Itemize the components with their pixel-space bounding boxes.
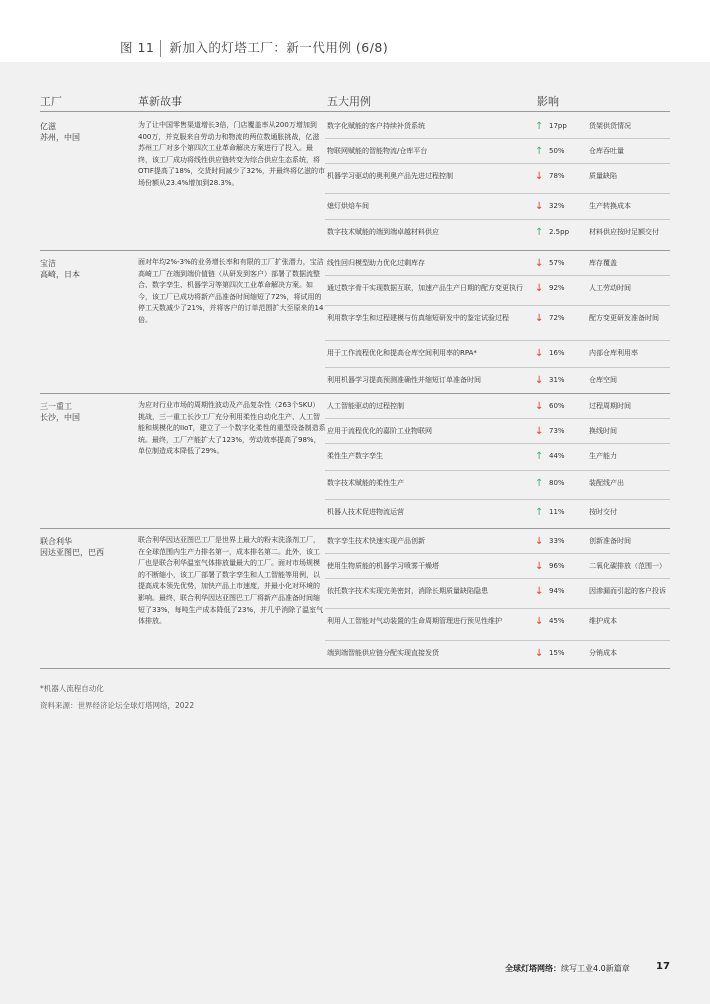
impact-value: 16%: [549, 349, 565, 357]
impact-metric: 按时交付: [589, 508, 617, 516]
row-divider: [325, 367, 670, 368]
impact-metric: 内部仓库利用率: [589, 349, 638, 357]
arrow-down-icon: ↓: [535, 426, 544, 437]
usecase-text: 依托数字技术实现完美密封，消除长期质量缺陷隐患: [327, 587, 488, 595]
usecase-text: 数字技术赋能的柔性生产: [327, 479, 404, 487]
usecase-row: [325, 580, 670, 602]
row-divider: [325, 640, 670, 641]
usecase-text: 通过数字骨干实现数据互联，加速产品生产日期的配方变更执行: [327, 284, 523, 292]
impact-value: 96%: [549, 562, 565, 570]
row-divider: [325, 553, 670, 554]
impact-metric: 库存覆盖: [589, 259, 617, 267]
usecase-row: [325, 530, 670, 552]
factory-name: 联合利华: [40, 537, 72, 546]
innovation-story: 为了让中国零售渠道增长3倍，门店覆盖率从200万增加到400万，并克服来自劳动力和物流的两位数通胀挑战，亿滋苏州工厂对多个第四次工业革命解决方案进行了投入。最终，该工厂成功将线性供应链转变为综合供应生态系统，将OTIF提高了18%，交货时间减少了32%，并最终将亿滋的市场份额从23.4%增加到28.3%。: [138, 121, 325, 187]
innovation-story: 为应对行业市场的周期性波动及产品复杂性（263个SKU）挑战，三一重工长沙工厂充分利用柔性自动化生产、人工智能和规模化的IIoT，建立了一个数字化柔性的重型设备制造系统。最终，工厂产能扩大了123%，劳动效率提高了98%，单位制造成本降低了29%。: [138, 401, 326, 456]
factory-group: [40, 530, 670, 670]
arrow-up-icon: ↑: [535, 227, 544, 238]
header-rule: [40, 111, 670, 112]
row-divider: [325, 499, 670, 500]
impact-metric: 二氧化碳排放（范围一）: [589, 562, 666, 570]
factory-cell: [40, 536, 130, 558]
factory-group: [40, 395, 670, 530]
factory-cell: [40, 258, 130, 280]
page-number: 17: [656, 961, 670, 972]
usecase-row: [325, 221, 670, 243]
footer-subtitle: 续写工业4.0新篇章: [561, 964, 630, 973]
usecase-row: [325, 277, 670, 299]
usecase-text: 数字化赋能的客户持续补货系统: [327, 122, 425, 130]
usecase-text: 机器学习驱动的奥利奥产品先进过程控制: [327, 172, 453, 180]
factory-location: 苏州，中国: [40, 133, 80, 142]
arrow-up-icon: ↑: [535, 478, 544, 489]
impact-value: 50%: [549, 147, 565, 155]
usecase-row: [325, 195, 670, 217]
group-divider: [40, 528, 670, 529]
impact-value: 17pp: [549, 122, 567, 130]
footer-publication: 全球灯塔网络：: [505, 964, 561, 973]
impact-value: 33%: [549, 537, 565, 545]
impact-metric: 仓库吞吐量: [589, 147, 624, 155]
usecase-row: [325, 445, 670, 467]
usecase-text: 应用于流程优化的嘉阶工业物联网: [327, 427, 432, 435]
row-divider: [325, 193, 670, 194]
arrow-down-icon: ↓: [535, 283, 544, 294]
usecase-row: [325, 555, 670, 577]
column-header-factory: 工厂: [40, 95, 62, 108]
impact-value: 92%: [549, 284, 565, 292]
row-divider: [325, 219, 670, 220]
arrow-down-icon: ↓: [535, 348, 544, 359]
usecase-text: 柔性生产数字孪生: [327, 452, 383, 460]
arrow-down-icon: ↓: [535, 648, 544, 659]
arrow-up-icon: ↑: [535, 121, 544, 132]
usecase-text: 使用生物质能的机器学习喷雾干燥塔: [327, 562, 439, 570]
usecase-text: 端到端智能供应链分配实现直接发货: [327, 649, 439, 657]
impact-metric: 货架供货情况: [589, 122, 631, 130]
factory-name: 亿滋: [40, 122, 56, 131]
group-divider: [40, 250, 670, 251]
factory-location: 因达亚图巴，巴西: [40, 548, 104, 557]
impact-metric: 因渗漏而引起的客户投诉: [589, 587, 666, 595]
impact-value: 57%: [549, 259, 565, 267]
impact-value: 78%: [549, 172, 565, 180]
row-divider: [325, 578, 670, 579]
figure-title-text: 新加入的灯塔工厂：新一代用例 (6/8): [169, 40, 389, 55]
impact-metric: 人工劳动时间: [589, 284, 631, 292]
row-divider: [325, 340, 670, 341]
footnote: *机器人流程自动化: [40, 684, 104, 693]
innovation-story: 联合利华因达亚图巴工厂是世界上最大的粉末洗涤剂工厂，在全球范围内生产力排名第一，成本排名第二。此外，该工厂也是联合利华温室气体排放量最大的工厂。面对市场规模的不断缩小，该工厂部署了数字孪生和人工智能等用例，以提高成本领先优势，加快产品上市速度，并最小化对环境的影响。最终，联合利华因达亚图巴工厂将新产品准备时间缩短了33%，每吨生产成本降低了23%，并几乎消除了温室气体排放。: [138, 536, 324, 626]
arrow-down-icon: ↓: [535, 201, 544, 212]
usecase-row: [325, 140, 670, 162]
row-divider: [325, 163, 670, 164]
innovation-story: 面对年均2%-3%的业务增长率和有限的工厂扩张潜力，宝洁高崎工厂在端到端价值链（从研发到客户）部署了数据流整合、数字孪生、机器学习等第四次工业革命解决方案。如今，该工厂已成功将新产品准备时间缩短了72%，将试用的停工天数减少了21%，并将客户的订单范围扩大至原来的14倍。: [138, 258, 324, 324]
usecase-text: 物联网赋能的智能物流/仓库平台: [327, 147, 428, 155]
row-divider: [325, 418, 670, 419]
usecase-row: [325, 642, 670, 664]
usecase-row: [325, 115, 670, 137]
column-header-usecases: 五大用例: [327, 95, 371, 108]
impact-metric: 仓库空间: [589, 376, 617, 384]
group-divider: [40, 393, 670, 394]
usecase-row: [325, 610, 670, 632]
factory-location: 长沙，中国: [40, 413, 80, 422]
factory-cell: [40, 401, 130, 423]
title-separator: [160, 40, 161, 57]
usecase-text: 机器人技术促进物流运营: [327, 508, 404, 516]
usecase-text: 数字孪生技术快速实现产品创新: [327, 537, 425, 545]
usecase-row: [325, 420, 670, 442]
impact-metric: 生产转换成本: [589, 202, 631, 210]
page-footer: [505, 963, 630, 974]
arrow-down-icon: ↓: [535, 616, 544, 627]
usecase-row: [325, 472, 670, 494]
arrow-up-icon: ↑: [535, 507, 544, 518]
factory-group: [40, 252, 670, 395]
impact-value: 15%: [549, 649, 565, 657]
column-header-impact: 影响: [537, 95, 559, 108]
table-bottom-rule: [40, 668, 670, 669]
arrow-up-icon: ↑: [535, 146, 544, 157]
impact-metric: 质量缺陷: [589, 172, 617, 180]
impact-value: 32%: [549, 202, 565, 210]
usecase-row: [325, 252, 670, 274]
usecase-row: [325, 307, 670, 329]
arrow-down-icon: ↓: [535, 536, 544, 547]
usecase-text: 利用机器学习提高预测准确性并缩短订单准备时间: [327, 376, 481, 384]
impact-metric: 过程周期时间: [589, 402, 631, 410]
arrow-down-icon: ↓: [535, 401, 544, 412]
impact-value: 72%: [549, 314, 565, 322]
usecase-text: 利用数字孪生和过程建模与仿真缩短研发中的鉴定试验过程: [327, 314, 509, 322]
impact-value: 60%: [549, 402, 565, 410]
arrow-down-icon: ↓: [535, 561, 544, 572]
column-header-story: 革新故事: [138, 95, 182, 108]
impact-metric: 换线时间: [589, 427, 617, 435]
usecase-text: 熄灯烘焙车间: [327, 202, 369, 210]
factory-group: [40, 115, 670, 252]
row-divider: [325, 470, 670, 471]
usecase-row: [325, 369, 670, 391]
impact-metric: 分销成本: [589, 649, 617, 657]
usecase-row: [325, 342, 670, 364]
impact-metric: 装配线产出: [589, 479, 624, 487]
impact-metric: 材料供应按时足额交付: [589, 228, 659, 236]
impact-value: 80%: [549, 479, 565, 487]
arrow-down-icon: ↓: [535, 586, 544, 597]
arrow-down-icon: ↓: [535, 171, 544, 182]
usecase-text: 用于工作流程优化和提高仓库空间利用率的RPA*: [327, 349, 477, 357]
arrow-down-icon: ↓: [535, 258, 544, 269]
usecase-text: 人工智能驱动的过程控制: [327, 402, 404, 410]
impact-metric: 维护成本: [589, 617, 617, 625]
arrow-up-icon: ↑: [535, 451, 544, 462]
impact-value: 11%: [549, 508, 565, 516]
row-divider: [325, 608, 670, 609]
impact-value: 2.5pp: [549, 228, 570, 236]
row-divider: [325, 275, 670, 276]
row-divider: [325, 443, 670, 444]
arrow-down-icon: ↓: [535, 375, 544, 386]
factory-name: 宝洁: [40, 259, 56, 268]
factory-cell: [40, 121, 130, 143]
usecase-row: [325, 395, 670, 417]
figure-title: [120, 38, 388, 57]
arrow-down-icon: ↓: [535, 313, 544, 324]
impact-value: 94%: [549, 587, 565, 595]
figure-label: 图 11: [120, 40, 155, 55]
impact-metric: 创新准备时间: [589, 537, 631, 545]
impact-value: 44%: [549, 452, 565, 460]
row-divider: [325, 138, 670, 139]
impact-value: 45%: [549, 617, 565, 625]
usecase-text: 数字技术赋能的端到端卓越材料供应: [327, 228, 439, 236]
factory-location: 高崎，日本: [40, 270, 80, 279]
source-note: 资料来源：世界经济论坛全球灯塔网络，2022: [40, 701, 195, 710]
usecase-text: 利用人工智能对气动装置的生命周期管理进行预见性维护: [327, 617, 502, 625]
factory-name: 三一重工: [40, 402, 72, 411]
usecase-row: [325, 501, 670, 523]
impact-value: 73%: [549, 427, 565, 435]
figure-header: [0, 0, 710, 62]
row-divider: [325, 305, 670, 306]
usecase-row: [325, 165, 670, 187]
usecase-text: 线性回归模型助力优化过剩库存: [327, 259, 425, 267]
impact-metric: 生产能力: [589, 452, 617, 460]
impact-metric: 配方变更研发准备时间: [589, 314, 659, 322]
impact-value: 31%: [549, 376, 565, 384]
